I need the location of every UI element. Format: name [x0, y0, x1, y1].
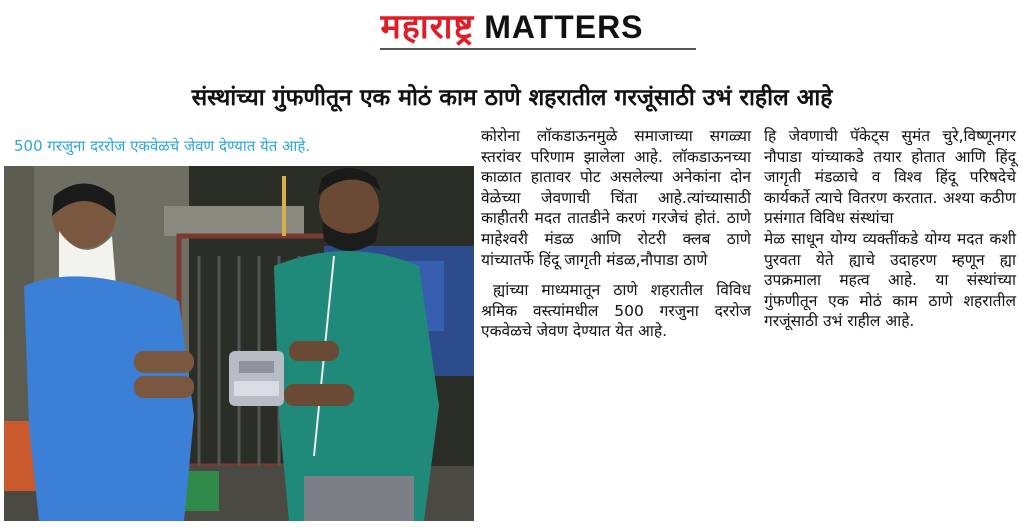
brand-logo [380, 2, 643, 48]
brand-marathi-wordmark: महाराष्ट्र [380, 7, 475, 47]
brand-underline-divider [380, 48, 696, 50]
article-photo [4, 166, 474, 521]
article-column-1 [481, 126, 751, 342]
brand-english-wordmark: MATTERS [484, 9, 644, 45]
column-1-paragraph-1: कोरोना लॉकडाऊनमुळे समाजाच्या सगळ्या स्तरांवर परिणाम झालेला आहे. लॉकडाऊनच्या काळात हातावर पोट असलेल्या अनेकांना दोन वेळेच्या जेवणाची चिंता आहे.त्यांच्यासाठी काहीतरी मदत तातडीने करणं गरजेचं होतं. ठाणे माहेश्वरी मंडळ आणि रोटरी क्लब ठाणे यांच्यातर्फे हिंदू जागृती मंडळ,नौपाडा ठाणे [481, 127, 751, 269]
column-2-paragraph-2: मेळ साधून योग्य व्यक्तींकडे योग्य मदत कशी पुरवता येते ह्याचे उदाहरण म्हणून ह्या उपक्रमाला महत्व आहे. या संस्थांच्या गुंफणीतून एक मोठं काम ठाणे शहरातील गरजूंसाठी उभं राहील आहे. [764, 229, 1016, 331]
photo-caption: 500 गरजुना दररोज एकवेळचे जेवण देण्यात येत आहे. [14, 137, 311, 155]
column-1-paragraph-2: ह्यांच्या माध्यमातून ठाणे शहरातील विविध श्रमिक वस्त्यांमधील 500 गरजुना दररोज एकवेळचे जेवण देण्यात येत आहे. [481, 281, 751, 341]
article-column-2 [764, 126, 1016, 332]
column-2-paragraph-1: हि जेवणाची पॅकेट्स सुमंत चुरे,विष्णूनगर नौपाडा यांच्याकडे तयार होतात आणि हिंदू जागृती मंडळाचे व विश्व हिंदू परिषदेचे कार्यकर्ते त्याचे वितरण करतात. अश्या कठीण प्रसंगात विविध संस्थांचा [764, 127, 1016, 228]
masthead [0, 2, 1024, 64]
article-headline: संस्थांच्या गुंफणीतून एक मोठं काम ठाणे शहरातील गरजूंसाठी उभं राहील आहे [191, 85, 833, 111]
